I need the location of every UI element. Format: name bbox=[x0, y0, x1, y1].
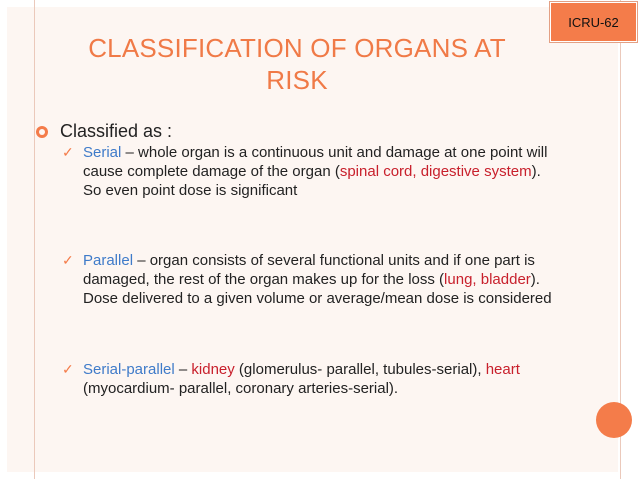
main-bullet-label: Classified as : bbox=[60, 121, 173, 141]
text-segment: (myocardium- parallel, coronary arteries-serial). bbox=[83, 380, 399, 397]
checkmark-icon: ✓ bbox=[62, 252, 74, 268]
highlight-examples: lung, bladder bbox=[444, 271, 531, 288]
list-item-text bbox=[83, 143, 552, 200]
circle-bullet-icon bbox=[36, 126, 48, 138]
highlight-heart: heart bbox=[485, 361, 520, 378]
list-item-serial bbox=[62, 143, 552, 200]
text-segment: – organ consists of several functional units and if one part is damaged, the rest of the organ makes up for the loss ( bbox=[83, 252, 535, 288]
slide-title: CLASSIFICATION OF ORGANS AT RISK bbox=[88, 33, 506, 95]
checkmark-icon: ✓ bbox=[62, 144, 74, 160]
list-item-text bbox=[83, 360, 552, 398]
main-bullet bbox=[36, 121, 172, 142]
list-item-parallel bbox=[62, 251, 552, 308]
term-serial: Serial bbox=[83, 144, 122, 161]
text-segment: – whole organ is a continuous unit and damage at one point will cause complete damage of the organ ( bbox=[83, 144, 548, 180]
decorative-circle bbox=[596, 402, 632, 438]
highlight-kidney: kidney bbox=[191, 361, 235, 378]
term-parallel: Parallel bbox=[83, 252, 134, 269]
highlight-examples: spinal cord, digestive system bbox=[339, 163, 532, 180]
icru-badge bbox=[550, 2, 637, 42]
checkmark-icon: ✓ bbox=[62, 361, 74, 377]
text-segment: ). Dose delivered to a given volume or average/mean dose is considered bbox=[83, 271, 552, 307]
list-item-text bbox=[83, 251, 552, 308]
left-border-line bbox=[34, 0, 35, 479]
text-segment: ). So even point dose is significant bbox=[83, 163, 541, 199]
term-serial-parallel: Serial-parallel bbox=[83, 361, 175, 378]
text-segment: (glomerulus- parallel, tubules-serial), bbox=[234, 361, 486, 378]
list-item-serial-parallel bbox=[62, 360, 552, 398]
text-segment: – bbox=[174, 361, 192, 378]
badge-label: ICRU-62 bbox=[568, 14, 619, 30]
